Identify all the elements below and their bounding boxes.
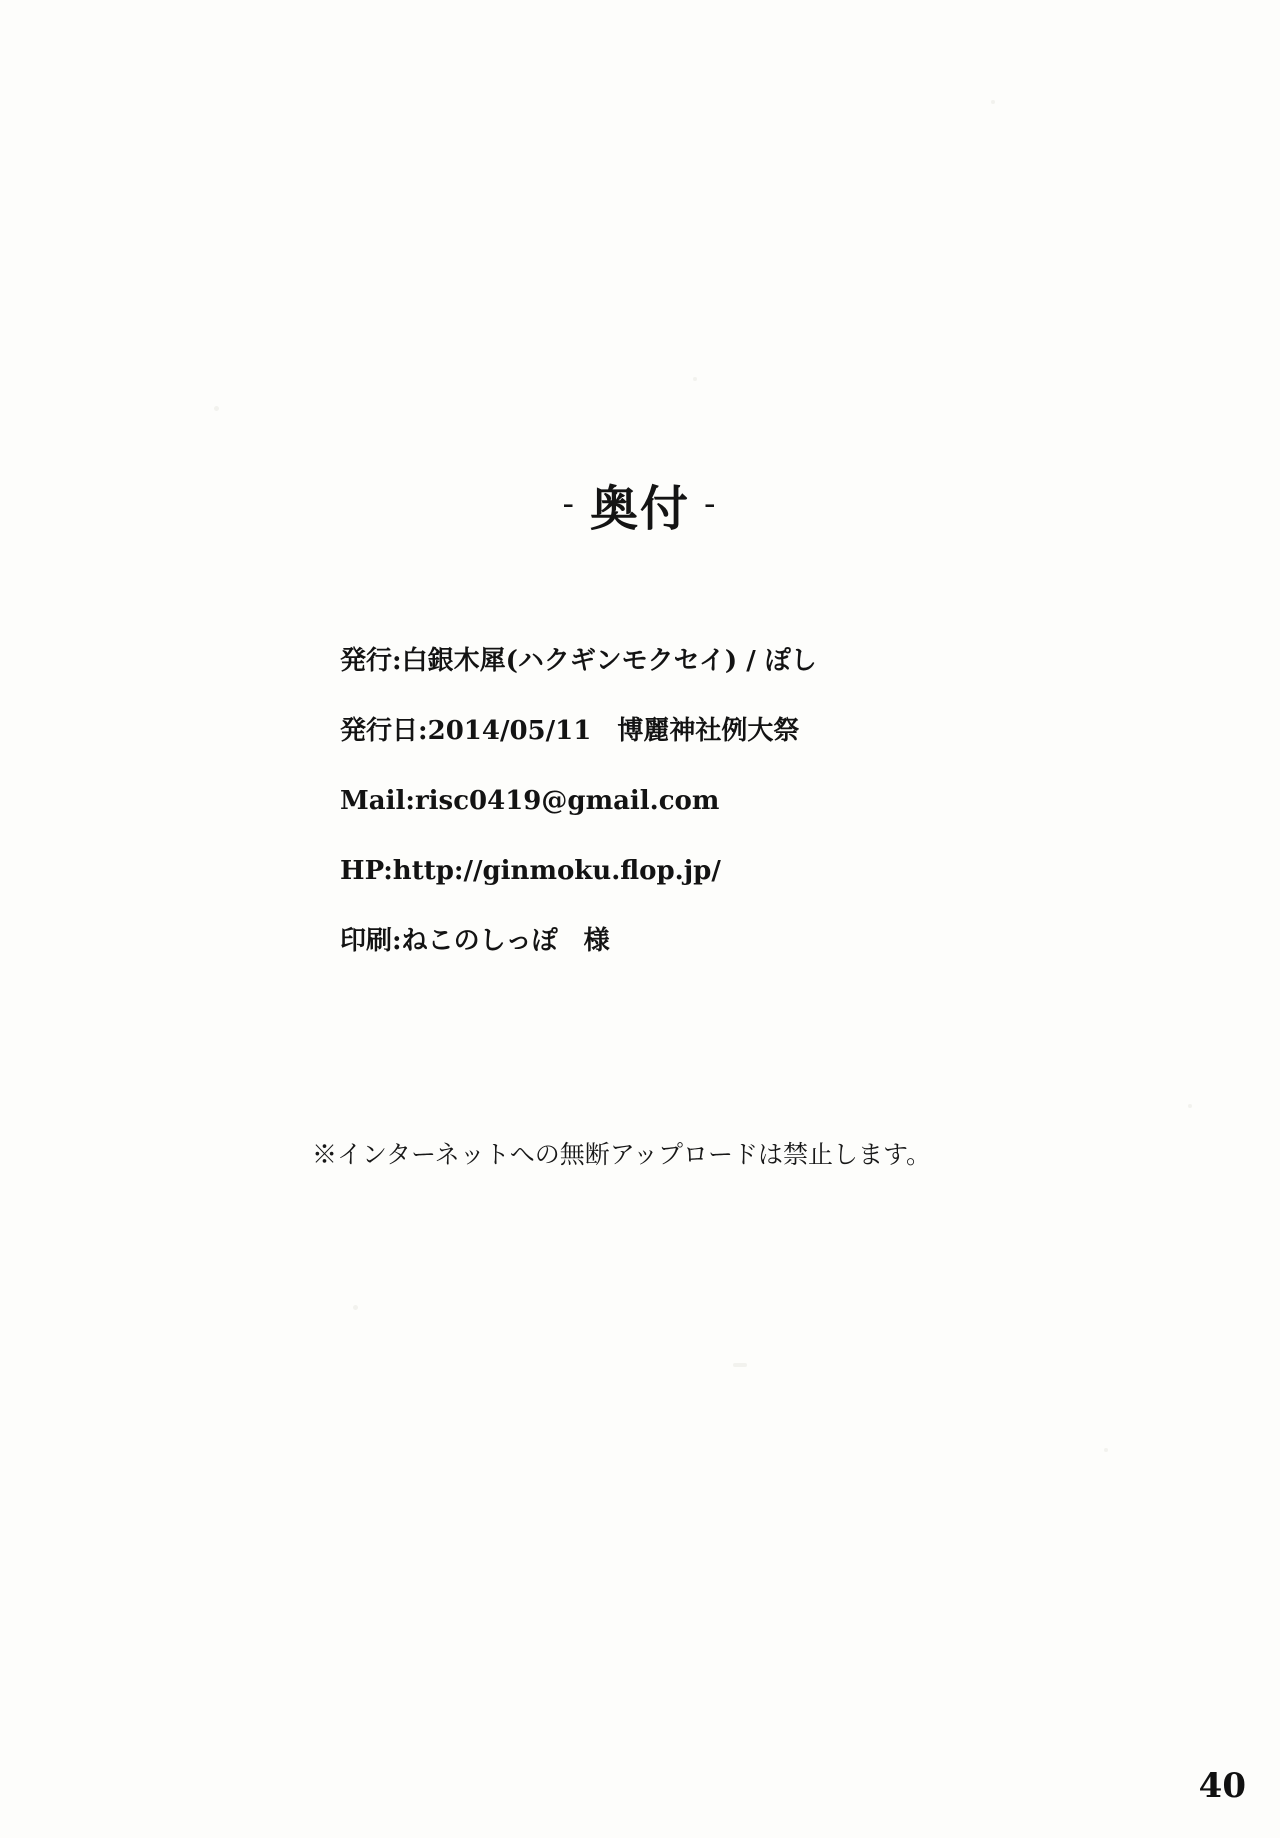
title-dash-left: - (562, 484, 576, 524)
imprint-homepage: HP:http://ginmoku.flop.jp/ (340, 856, 721, 886)
page-number: 40 (1198, 1766, 1246, 1806)
title-dash-right: - (704, 484, 718, 524)
paper-speck (1188, 1104, 1192, 1108)
paper-speck (733, 1363, 747, 1367)
imprint-mail: Mail:risc0419@gmail.com (340, 786, 720, 816)
imprint-printer: 印刷:ねこのしっぽ 様 (340, 926, 610, 956)
imprint-info-block (340, 648, 1160, 998)
title-text: 奥付 (589, 481, 690, 537)
paper-speck (1104, 1448, 1108, 1452)
paper-speck (353, 1305, 358, 1310)
imprint-publish-date: 発行日:2014/05/11 博麗神社例大祭 (340, 716, 800, 746)
page-title (0, 470, 1280, 539)
imprint-publisher: 発行:白銀木犀(ハクギンモクセイ) / ぽし (340, 646, 817, 676)
paper-speck (693, 377, 697, 381)
upload-notice: ※インターネットへの無断アップロードは禁止します。 (312, 1140, 932, 1169)
paper-speck (991, 100, 995, 104)
paper-speck (214, 406, 219, 411)
